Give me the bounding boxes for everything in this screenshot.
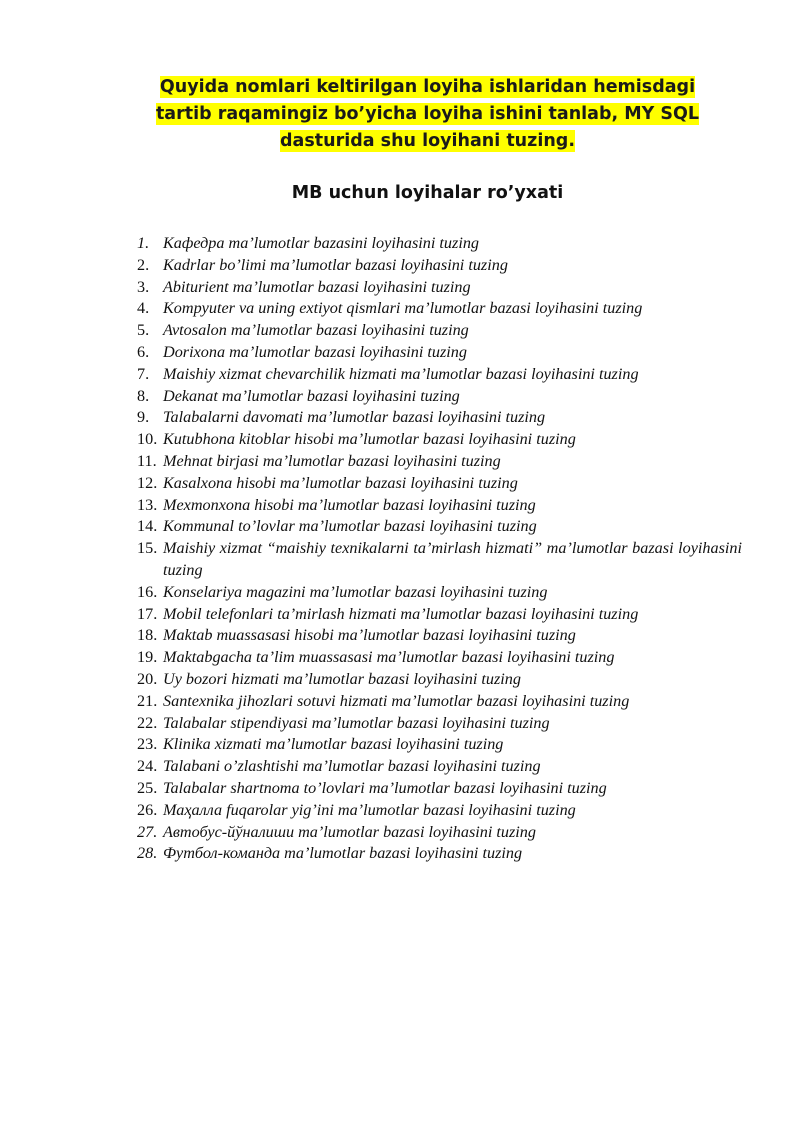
list-item: [137, 625, 742, 647]
list-item: [137, 669, 742, 691]
item-text: Kadrlar bo’limi ma’lumotlar bazasi loyihasini tuzing: [163, 255, 508, 274]
item-number: 2.: [137, 255, 150, 274]
list-item: [137, 495, 742, 517]
list-item: [137, 429, 742, 451]
item-number: 11.: [137, 451, 157, 470]
item-text: Футбол-команда ma’lumotlar bazasi loyihasini tuzing: [163, 844, 523, 863]
item-number: 24.: [137, 757, 158, 776]
item-text: Kasalxona hisobi ma’lumotlar bazasi loyihasini tuzing: [163, 473, 518, 492]
list-item: [137, 756, 742, 778]
instruction-text: Quyida nomlari keltirilgan loyiha ishlaridan hemisdagi tartib raqamingiz bo’yicha loyiha ishini tanlab, MY SQL dasturida shu loyihani tuzing.: [155, 77, 700, 151]
item-number: 4.: [137, 299, 150, 318]
list-item: [137, 342, 742, 364]
item-text: Maishiy xizmat “maishiy texnikalarni ta’mirlash hizmati” ma’lumotlar bazasi loyihasini tuzing: [163, 539, 742, 579]
item-number: 5.: [137, 321, 150, 340]
list-item: [137, 843, 742, 865]
list-item: [137, 364, 742, 386]
list-item: [137, 691, 742, 713]
item-number: 14.: [137, 517, 158, 536]
list-title: MB uchun loyihalar ro’yxati: [291, 183, 564, 203]
list-item: [137, 800, 742, 822]
item-number: 16.: [137, 582, 158, 601]
item-text: Abiturient ma’lumotlar bazasi loyihasini tuzing: [163, 277, 471, 296]
list-item: [137, 822, 742, 844]
item-number: 22.: [137, 713, 158, 732]
item-text: Mexmonxona hisobi ma’lumotlar bazasi loyihasini tuzing: [163, 495, 536, 514]
item-text: Talabalar shartnoma to’lovlari ma’lumotlar bazasi loyihasini tuzing: [163, 778, 607, 797]
item-number: 28.: [137, 844, 158, 863]
item-number: 6.: [137, 342, 150, 361]
list-item: [137, 407, 742, 429]
item-text: Uy bozori hizmati ma’lumotlar bazasi loyihasini tuzing: [163, 669, 521, 688]
item-number: 20.: [137, 669, 158, 688]
list-item: [137, 298, 742, 320]
list-item: [137, 778, 742, 800]
item-text: Кафедра ma’lumotlar bazasini loyihasini tuzing: [163, 234, 480, 252]
item-text: Kutubhona kitoblar hisobi ma’lumotlar bazasi loyihasini tuzing: [163, 430, 576, 449]
item-number: 9.: [137, 408, 150, 427]
list-item: [137, 734, 742, 756]
item-text: Maktab muassasasi hisobi ma’lumotlar bazasi loyihasini tuzing: [163, 626, 576, 645]
item-number: 10.: [137, 430, 158, 449]
item-text: Klinika xizmati ma’lumotlar bazasi loyihasini tuzing: [163, 735, 504, 754]
project-list: [137, 233, 742, 865]
item-text: Talabalar stipendiyasi ma’lumotlar bazasi loyihasini tuzing: [163, 713, 550, 732]
item-number: 7.: [137, 364, 150, 383]
item-number: 27.: [137, 822, 158, 841]
item-number: 8.: [137, 386, 150, 405]
item-number: 3.: [137, 277, 150, 296]
item-number: 25.: [137, 778, 158, 797]
list-item: [137, 277, 742, 299]
list-item: [137, 713, 742, 735]
item-number: 15.: [137, 539, 158, 558]
list-item: [137, 320, 742, 342]
item-number: 17.: [137, 604, 158, 623]
list-item: [137, 255, 742, 277]
item-number: 21.: [137, 691, 158, 710]
item-text: Santexnika jihozlari sotuvi hizmati ma’lumotlar bazasi loyihasini tuzing: [163, 691, 630, 710]
list-item: [137, 538, 742, 582]
item-text: Talabani o’zlashtishi ma’lumotlar bazasi loyihasini tuzing: [163, 757, 541, 776]
item-text: Maishiy xizmat chevarchilik hizmati ma’lumotlar bazasi loyihasini tuzing: [163, 364, 639, 383]
item-text: Mehnat birjasi ma’lumotlar bazasi loyihasini tuzing: [163, 451, 501, 470]
item-text: Dorixona ma’lumotlar bazasi loyihasini tuzing: [163, 342, 467, 361]
item-text: Kommunal to’lovlar ma’lumotlar bazasi loyihasini tuzing: [163, 517, 537, 536]
item-number: 13.: [137, 495, 158, 514]
item-text: Mobil telefonlari ta’mirlash hizmati ma’lumotlar bazasi loyihasini tuzing: [163, 604, 639, 623]
list-item: [137, 647, 742, 669]
item-text: Kompyuter va uning extiyot qismlari ma’lumotlar bazasi loyihasini tuzing: [163, 299, 643, 318]
list-item: [137, 473, 742, 495]
list-item: [137, 582, 742, 604]
item-number: 26.: [137, 800, 158, 819]
item-number: 18.: [137, 626, 158, 645]
item-text: Dekanat ma’lumotlar bazasi loyihasini tuzing: [163, 386, 460, 405]
item-number: 23.: [137, 735, 158, 754]
item-number: 19.: [137, 648, 158, 667]
item-number: 12.: [137, 473, 158, 492]
list-item: [137, 386, 742, 408]
list-item: [137, 233, 742, 255]
list-item: [137, 604, 742, 626]
item-text: Avtosalon ma’lumotlar bazasi loyihasini tuzing: [163, 321, 469, 340]
list-item: [137, 451, 742, 473]
list-item: [137, 516, 742, 538]
instruction-heading: [140, 74, 715, 155]
item-text: Maktabgacha ta’lim muassasasi ma’lumotlar bazasi loyihasini tuzing: [163, 648, 615, 667]
item-text: Talabalarni davomati ma’lumotlar bazasi loyihasini tuzing: [163, 408, 546, 427]
item-text: Konselariya magazini ma’lumotlar bazasi loyihasini tuzing: [163, 582, 548, 601]
item-text: Автобус-йўналиши ma’lumotlar bazasi loyihasini tuzing: [163, 822, 536, 841]
item-text: Маҳалла fuqarolar yig’ini ma’lumotlar bazasi loyihasini tuzing: [163, 800, 576, 819]
item-number: 1.: [137, 234, 150, 252]
